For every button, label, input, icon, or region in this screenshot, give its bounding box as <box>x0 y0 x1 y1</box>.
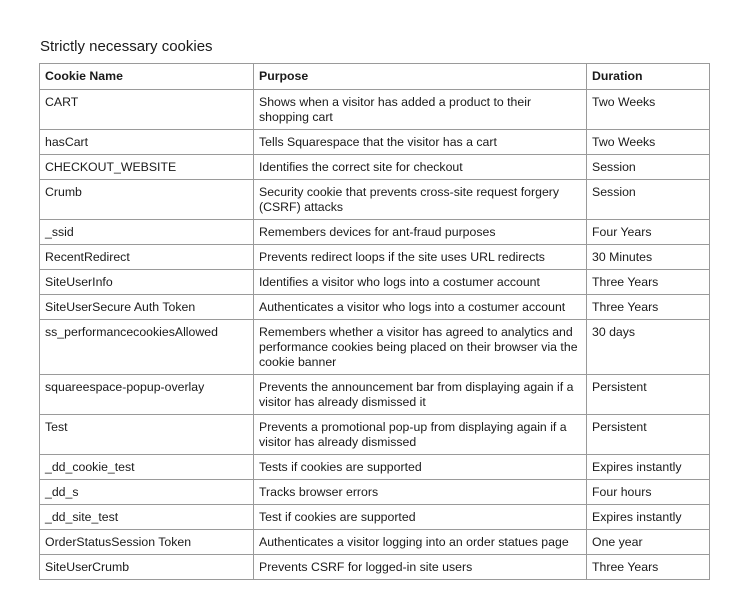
cookie-name-cell: SiteUserInfo <box>40 270 254 295</box>
cookie-duration-cell: Persistent <box>587 375 710 415</box>
cookie-table <box>39 63 710 580</box>
table-row <box>40 180 710 220</box>
cookie-duration-cell: Three Years <box>587 295 710 320</box>
table-row <box>40 155 710 180</box>
table-row <box>40 130 710 155</box>
cookie-name-cell: ss_performancecookiesAllowed <box>40 320 254 375</box>
section-title: Strictly necessary cookies <box>40 38 213 55</box>
cookie-duration-cell: 30 Minutes <box>587 245 710 270</box>
cookie-name-cell: RecentRedirect <box>40 245 254 270</box>
cookie-duration-cell: Two Weeks <box>587 90 710 130</box>
cookie-name-cell: SiteUserCrumb <box>40 555 254 580</box>
table-row <box>40 245 710 270</box>
cookie-duration-cell: Four hours <box>587 480 710 505</box>
cookie-purpose-cell: Prevents CSRF for logged-in site users <box>254 555 587 580</box>
cookie-name-cell: _dd_s <box>40 480 254 505</box>
cookie-duration-cell: 30 days <box>587 320 710 375</box>
cookie-name-cell: squareespace-popup-overlay <box>40 375 254 415</box>
cookie-duration-cell: One year <box>587 530 710 555</box>
cookie-purpose-cell: Test if cookies are supported <box>254 505 587 530</box>
cookie-duration-cell: Persistent <box>587 415 710 455</box>
cookie-purpose-cell: Tracks browser errors <box>254 480 587 505</box>
table-row <box>40 270 710 295</box>
cookie-name-cell: CHECKOUT_WEBSITE <box>40 155 254 180</box>
table-row <box>40 480 710 505</box>
table-row <box>40 455 710 480</box>
cookie-purpose-cell: Security cookie that prevents cross-site request forgery (CSRF) attacks <box>254 180 587 220</box>
cookie-purpose-cell: Prevents a promotional pop-up from displaying again if a visitor has already dismissed <box>254 415 587 455</box>
table-row <box>40 295 710 320</box>
cookie-purpose-cell: Identifies the correct site for checkout <box>254 155 587 180</box>
cookie-duration-cell: Expires instantly <box>587 455 710 480</box>
table-row <box>40 320 710 375</box>
cookie-duration-cell: Four Years <box>587 220 710 245</box>
cookie-name-cell: OrderStatusSession Token <box>40 530 254 555</box>
table-row <box>40 220 710 245</box>
cookie-purpose-cell: Remembers whether a visitor has agreed to analytics and performance cookies being placed on their browser via the cookie banner <box>254 320 587 375</box>
table-row <box>40 530 710 555</box>
table-header-row <box>40 64 710 90</box>
cookie-purpose-cell: Prevents redirect loops if the site uses URL redirects <box>254 245 587 270</box>
cookie-duration-cell: Expires instantly <box>587 505 710 530</box>
cookie-name-cell: _dd_cookie_test <box>40 455 254 480</box>
cookie-duration-cell: Session <box>587 155 710 180</box>
table-row <box>40 555 710 580</box>
header-cookie-name: Cookie Name <box>40 64 254 90</box>
table-body <box>40 90 710 580</box>
cookie-name-cell: _dd_site_test <box>40 505 254 530</box>
cookie-purpose-cell: Prevents the announcement bar from displaying again if a visitor has already dismissed it <box>254 375 587 415</box>
header-duration: Duration <box>587 64 710 90</box>
cookie-name-cell: _ssid <box>40 220 254 245</box>
cookie-duration-cell: Three Years <box>587 270 710 295</box>
cookie-name-cell: SiteUserSecure Auth Token <box>40 295 254 320</box>
cookie-name-cell: Crumb <box>40 180 254 220</box>
cookie-purpose-cell: Identifies a visitor who logs into a costumer account <box>254 270 587 295</box>
cookie-purpose-cell: Shows when a visitor has added a product to their shopping cart <box>254 90 587 130</box>
cookie-purpose-cell: Remembers devices for ant-fraud purposes <box>254 220 587 245</box>
table-row <box>40 415 710 455</box>
cookie-purpose-cell: Authenticates a visitor who logs into a costumer account <box>254 295 587 320</box>
cookie-name-cell: hasCart <box>40 130 254 155</box>
table-row <box>40 90 710 130</box>
cookie-purpose-cell: Tells Squarespace that the visitor has a cart <box>254 130 587 155</box>
cookie-purpose-cell: Authenticates a visitor logging into an order statues page <box>254 530 587 555</box>
header-purpose: Purpose <box>254 64 587 90</box>
cookie-purpose-cell: Tests if cookies are supported <box>254 455 587 480</box>
table-row <box>40 505 710 530</box>
cookie-name-cell: CART <box>40 90 254 130</box>
cookie-duration-cell: Three Years <box>587 555 710 580</box>
cookie-duration-cell: Session <box>587 180 710 220</box>
cookie-duration-cell: Two Weeks <box>587 130 710 155</box>
table-row <box>40 375 710 415</box>
cookie-name-cell: Test <box>40 415 254 455</box>
